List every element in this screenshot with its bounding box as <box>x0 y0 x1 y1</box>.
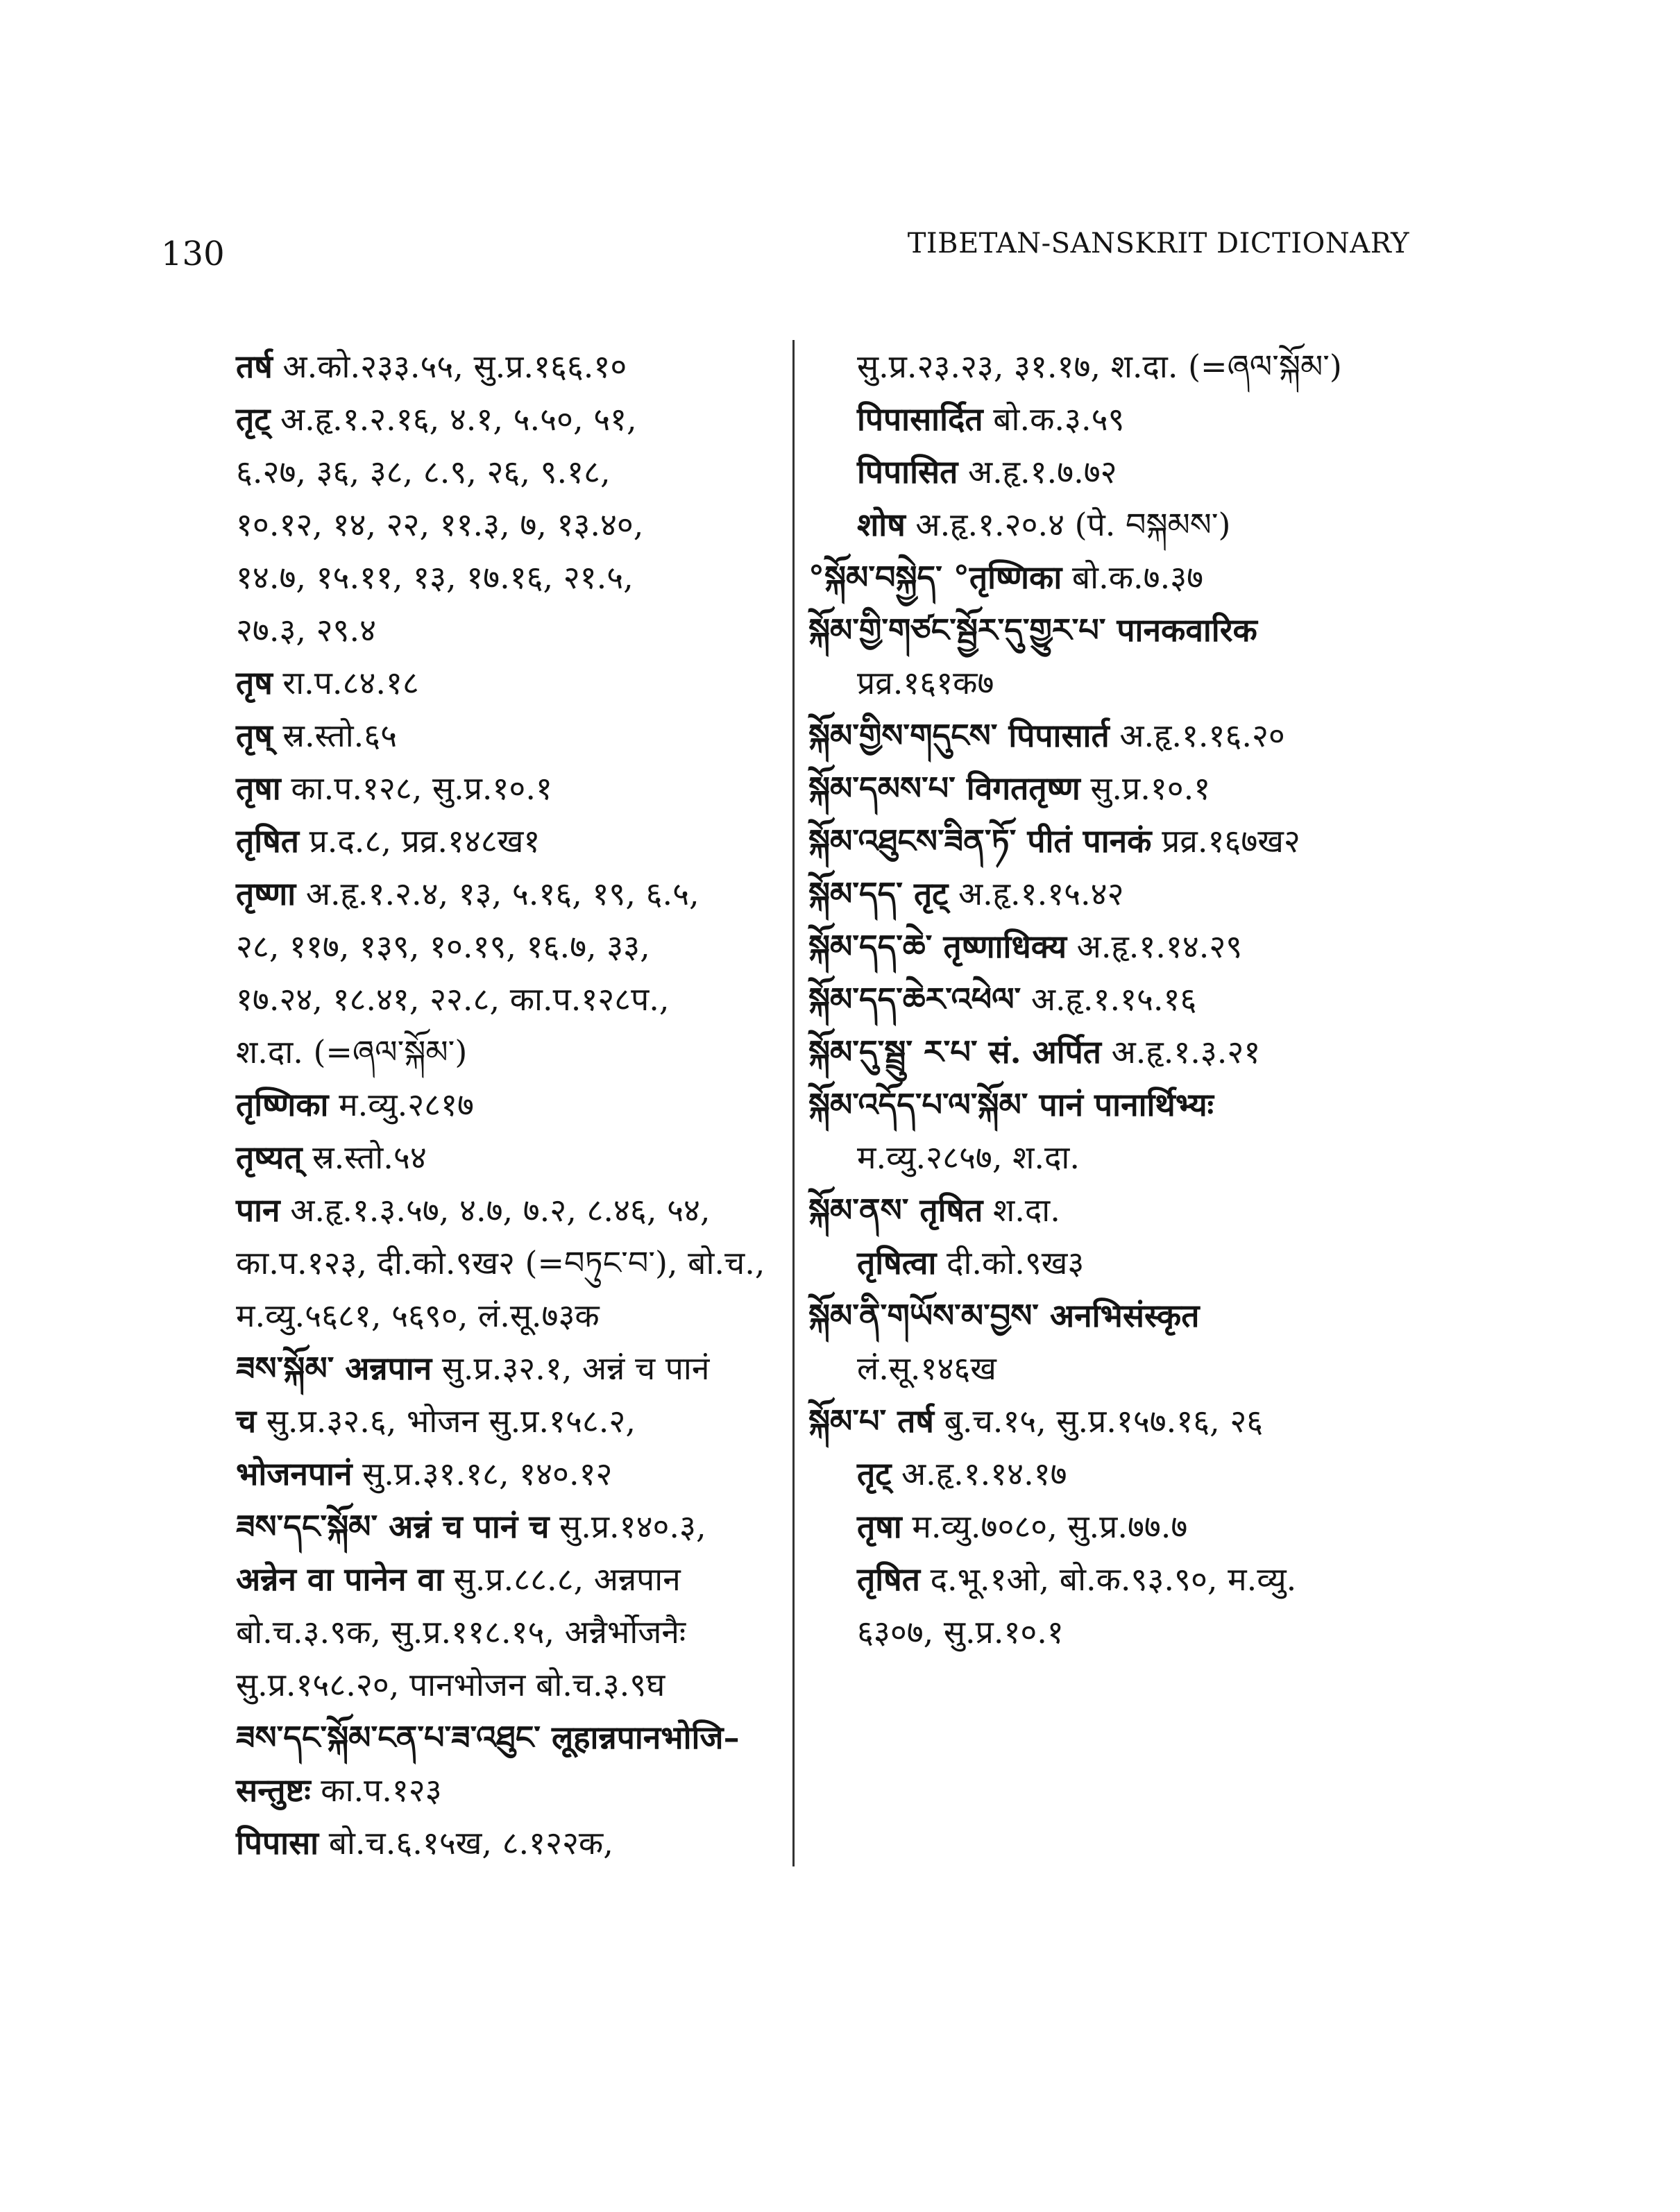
entry-references: प्र.द.८, प्रव्र.१४८ख१ <box>298 822 541 860</box>
dictionary-line <box>236 656 784 709</box>
dictionary-line <box>236 1606 784 1658</box>
dictionary-line <box>236 498 784 551</box>
entry-references: सु.प्र.१०.१ <box>1080 769 1211 807</box>
entry-references: प्रव्र.१६७ख२ <box>1151 822 1300 860</box>
entry-headword: तृष्णिका <box>236 1086 329 1123</box>
entry-references: १७.२४, १८.४१, २२.८, का.प.१२८प., <box>236 980 670 1018</box>
entry-references: म.व्यु.५६८१, ५६९०, लं.सू.७३क <box>236 1297 600 1334</box>
entry-references: बो.क.७.३७ <box>1062 559 1204 596</box>
entry-headword: पिपासार्दित <box>857 400 983 438</box>
dictionary-line <box>808 1606 1433 1658</box>
dictionary-line <box>236 1711 784 1764</box>
dictionary-line <box>236 709 784 762</box>
dictionary-line <box>808 1131 1433 1184</box>
page-number: 130 <box>161 235 225 273</box>
entry-references: अ.को.२३३.५५, सु.प्र.१६६.१० <box>272 348 627 385</box>
entry-headword: སྐོམ་འཐུངས་ཟིན་ཏོ་ पीतं पानकं <box>808 822 1152 860</box>
entry-references: अ.हृ.१.१६.२० <box>1109 717 1285 754</box>
dictionary-line <box>236 867 784 920</box>
dictionary-line <box>808 815 1433 867</box>
dictionary-line <box>808 709 1433 762</box>
dictionary-line <box>236 1342 784 1395</box>
dictionary-line <box>236 1289 784 1342</box>
entry-references: म.व्यु.२८५७, श.दा. <box>857 1139 1080 1176</box>
dictionary-line <box>808 445 1433 498</box>
entry-references: अ.हृ.१.१५.४२ <box>948 875 1124 912</box>
entry-headword: སྐོམ་དད་ཆེ་ तृष्णाधिक्य <box>808 928 1067 965</box>
entry-references: रा.प.८४.१८ <box>272 664 419 701</box>
dictionary-line <box>808 1553 1433 1606</box>
entry-references: प्रव्र.१६१क७ <box>857 664 994 701</box>
column-divider <box>792 340 795 1866</box>
dictionary-line <box>236 551 784 604</box>
dictionary-line <box>808 762 1433 815</box>
dictionary-line <box>236 1078 784 1131</box>
entry-references: अ.हृ.१.१४.१७ <box>891 1455 1067 1492</box>
entry-headword: སྐོམ་འདོད་པ་ལ་སྐོམ་ पानं पानार्थिभ्यः <box>808 1086 1214 1123</box>
entry-references: अ.हृ.१.२०.४ (पे. བསྐམས་) <box>905 506 1231 543</box>
dictionary-line <box>808 340 1433 393</box>
dictionary-line <box>236 1764 784 1817</box>
entry-headword: तृषा <box>236 769 281 807</box>
entry-headword: ཟས་སྐོམ་ अन्नपान <box>236 1350 432 1387</box>
dictionary-line <box>808 1342 1433 1395</box>
entry-references: म.व्यु.७०८०, सु.प्र.७७.७ <box>901 1508 1188 1545</box>
dictionary-line <box>236 815 784 867</box>
entry-headword: तृट् <box>236 400 271 438</box>
entry-references: का.प.१२८, सु.प्र.१०.१ <box>280 769 552 807</box>
dictionary-line <box>808 1236 1433 1289</box>
dictionary-line <box>236 1658 784 1711</box>
dictionary-line <box>808 1500 1433 1553</box>
right-column <box>808 340 1433 1658</box>
entry-headword: अन्नेन वा पानेन वा <box>236 1560 444 1598</box>
entry-headword: पान <box>236 1191 280 1229</box>
dictionary-line <box>808 656 1433 709</box>
entry-references: श.दा. (=ཞལ་སྐོམ་) <box>236 1033 468 1071</box>
entry-references: सु.प्र.३२.१, अन्नं च पानं <box>432 1350 710 1387</box>
entry-headword: तृष् <box>236 717 273 754</box>
entry-references: बो.च.३.९क, सु.प्र.११८.१५, अन्नैर्भोजनैः <box>236 1613 686 1651</box>
dictionary-line <box>236 604 784 656</box>
dictionary-line <box>808 867 1433 920</box>
dictionary-line <box>236 1131 784 1184</box>
dictionary-line <box>236 762 784 815</box>
entry-references: बु.च.१५, सु.प्र.१५७.१६, २६ <box>933 1402 1264 1440</box>
entry-references: सु.प्र.१४०.३, <box>549 1508 706 1545</box>
entry-references: २८, ११७, १३९, १०.१९, १६.७, ३३, <box>236 928 650 965</box>
entry-references: स्र.स्तो.६५ <box>272 717 398 754</box>
entry-headword: तृष्यत् <box>236 1139 303 1176</box>
dictionary-line <box>236 340 784 393</box>
entry-references: श.दा. <box>983 1191 1060 1229</box>
entry-headword: སྐོམ་ནས་ तृषित <box>808 1191 983 1229</box>
entry-headword: तृषा <box>857 1508 902 1545</box>
entry-references: १०.१२, १४, २२, ११.३, ७, १३.४०, <box>236 506 644 543</box>
entry-references: अ.हृ.१.३.५७, ४.७, ७.२, ८.४६, ५४, <box>280 1191 711 1229</box>
entry-headword: སྐོམ་གྱི་གཙང་སྦྱོར་དུ་གྱུར་པ་ पानकवारिक <box>808 611 1257 649</box>
entry-references: अ.हृ.१.७.७२ <box>958 453 1117 491</box>
entry-headword: तृट् <box>857 1455 892 1492</box>
dictionary-line <box>808 1026 1433 1078</box>
entry-headword: སྐོམ་གྱིས་གདུངས་ पिपासार्त <box>808 717 1110 754</box>
entry-headword: तर्ष <box>236 348 273 385</box>
dictionary-line <box>808 551 1433 604</box>
dictionary-line <box>808 1078 1433 1131</box>
entry-references: अ.हृ.१.२.४, १३, ५.१६, १९, ६.५, <box>296 875 699 912</box>
entry-headword: तृषित्वा <box>857 1244 937 1282</box>
entry-references: २७.३, २९.४ <box>236 611 377 649</box>
entry-references: सु.प्र.२३.२३, ३१.१७, श.दा. (=ཞལ་སྐོམ་) <box>857 348 1342 385</box>
dictionary-line <box>236 393 784 445</box>
entry-headword: ཟས་དང་སྐོམ་ངན་པ་ཟ་འཐུང་ लूहान्नपानभोजि– <box>236 1719 740 1756</box>
entry-headword: तृष्णा <box>236 875 296 912</box>
dictionary-line <box>808 1289 1433 1342</box>
running-title: TIBETAN-SANSKRIT DICTIONARY <box>907 228 1409 260</box>
entry-headword: སྐོམ་པ་ तर्ष <box>808 1402 934 1440</box>
entry-references: सु.प्र.३१.१८, १४०.१२ <box>352 1455 613 1492</box>
entry-headword: སྐོམ་དུ་སྦྲུ་ ར་པ་ सं. अर्पित <box>808 1033 1102 1071</box>
entry-references: ६३०७, सु.प्र.१०.१ <box>857 1613 1064 1651</box>
entry-headword: पिपासित <box>857 453 958 491</box>
dictionary-line <box>236 1184 784 1236</box>
entry-headword: तृषित <box>236 822 299 860</box>
entry-headword: तृष <box>236 664 273 701</box>
entry-references: १४.७, १५.११, १३, १७.१६, २१.५, <box>236 559 634 596</box>
entry-references: बो.क.३.५९ <box>983 400 1125 438</box>
dictionary-line <box>808 1447 1433 1500</box>
entry-headword: སྐོམ་དད་ཆེར་འཕེལ་ <box>808 980 1021 1018</box>
entry-references: अ.हृ.१.१४.२९ <box>1067 928 1243 965</box>
entry-references: बो.च.६.१५ख, ८.१२२क, <box>319 1824 613 1862</box>
dictionary-line <box>236 1395 784 1447</box>
entry-headword: ཟས་དང་སྐོམ་ अन्नं च पानं च <box>236 1508 550 1545</box>
entry-references: म.व्यु.२८१७ <box>328 1086 474 1123</box>
dictionary-line <box>236 1026 784 1078</box>
dictionary-line <box>236 920 784 973</box>
entry-headword: °སྐོམ་བསྐྱེད་ °तृष्णिका <box>808 559 1062 596</box>
dictionary-line <box>236 1447 784 1500</box>
entry-headword: सन्तुष्टः <box>236 1771 311 1809</box>
dictionary-line <box>808 498 1433 551</box>
entry-references: सु.प्र.१५८.२०, पानभोजन बो.च.३.९घ <box>236 1666 665 1703</box>
entry-references: लं.सू.१४६ख <box>857 1350 996 1387</box>
entry-headword: च <box>236 1402 257 1440</box>
entry-headword: तृषित <box>857 1560 920 1598</box>
entry-headword: पिपासा <box>236 1824 319 1862</box>
entry-references: अ.हृ.१.२.१६, ४.१, ५.५०, ५१, <box>270 400 637 438</box>
dictionary-line <box>236 445 784 498</box>
entry-references: सु.प्र.३२.६, भोजन सु.प्र.१५८.२, <box>256 1402 636 1440</box>
entry-headword: भोजनपानं <box>236 1455 353 1492</box>
dictionary-line <box>808 920 1433 973</box>
entry-references: दी.को.९ख३ <box>936 1244 1085 1282</box>
entry-references: सु.प्र.८८.८, अन्नपान <box>443 1560 681 1598</box>
dictionary-line <box>808 393 1433 445</box>
entry-headword: སྐོམ་དད་ तृट् <box>808 875 949 912</box>
entry-references: का.प.१२३, दी.को.९ख२ (=བཏུང་བ་), बो.च., <box>236 1244 765 1282</box>
entry-headword: སྐོམ་ནི་གཡོས་མ་བྱས་ अनभिसंस्कृत <box>808 1297 1200 1334</box>
dictionary-line <box>236 1500 784 1553</box>
left-column <box>236 340 784 1869</box>
dictionary-line <box>808 973 1433 1026</box>
entry-headword: शोष <box>857 506 906 543</box>
dictionary-line <box>808 1395 1433 1447</box>
dictionary-line <box>236 1817 784 1869</box>
entry-references: अ.हृ.१.३.२१ <box>1101 1033 1261 1071</box>
entry-references: ६.२७, ३६, ३८, ८.९, २६, ९.१८, <box>236 453 611 491</box>
entry-references: अ.हृ.१.१५.१६ <box>1021 980 1197 1018</box>
entry-references: का.प.१२३ <box>310 1771 442 1809</box>
dictionary-line <box>236 1553 784 1606</box>
entry-references: स्र.स्तो.५४ <box>302 1139 427 1176</box>
entry-references: द.भू.१ओ, बो.क.९३.९०, म.व्यु. <box>919 1560 1297 1598</box>
dictionary-line <box>808 604 1433 656</box>
dictionary-line <box>808 1184 1433 1236</box>
dictionary-line <box>236 973 784 1026</box>
dictionary-line <box>236 1236 784 1289</box>
entry-headword: སྐོམ་དམས་པ་ विगततृष्ण <box>808 769 1080 807</box>
